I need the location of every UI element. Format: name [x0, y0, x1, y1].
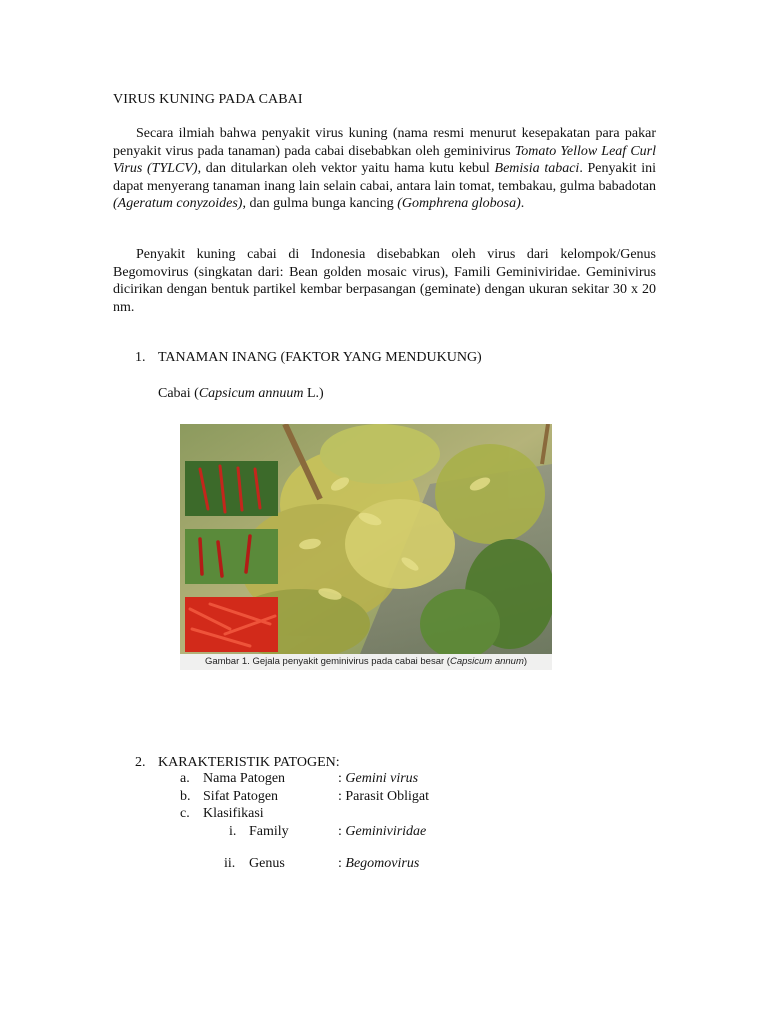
section-title: KARAKTERISTIK PATOGEN:: [158, 755, 340, 770]
separator: :: [338, 824, 346, 839]
item-value: [338, 771, 418, 787]
italic-run: (Ageratum conyzoides): [113, 196, 243, 212]
host-plant-line: [158, 386, 324, 402]
figure-caption: [180, 654, 552, 670]
text-run: , dan gulma bunga kancing: [242, 196, 398, 212]
italic-run: Bemisia tabaci: [494, 161, 580, 177]
text-run: Gambar 1. Gejala penyakit geminivirus pada cabai besar (: [204, 656, 450, 667]
section-title: TANAMAN INANG (FAKTOR YANG MENDUKUNG): [158, 350, 482, 365]
item-label: Sifat Patogen: [203, 789, 279, 804]
item-value: [338, 789, 429, 805]
text-run: .: [520, 196, 525, 212]
section-2-heading: [135, 755, 340, 771]
section-1-heading: [135, 350, 482, 366]
item-label: Klasifikasi: [203, 806, 264, 821]
list-marker: a.: [180, 771, 190, 786]
text-run: . Penyakit ini dapat menyerang tanaman inang lain selain cabai, antara lain tomat, tembakau, gulma babadotan: [113, 161, 656, 194]
value-text: Parasit Obligat: [345, 789, 429, 804]
text-run: Secara ilmiah bahwa penyakit virus kuning (nama resmi menurut kesepakatan para pakar penyakit virus pada tanaman) pada cabai disebabkan oleh geminivirus: [113, 126, 656, 159]
list-marker: i.: [229, 824, 237, 839]
value-text: Geminiviridae: [345, 824, 427, 839]
item-value: [338, 824, 426, 840]
section-number: 1.: [135, 350, 146, 365]
item-label: Nama Patogen: [203, 771, 286, 786]
photo-illustration: [180, 424, 552, 654]
chili-plant-photo: [180, 424, 552, 654]
section-number: 2.: [135, 755, 146, 770]
list-marker: b.: [180, 789, 191, 804]
italic-run: Capsicum annuum: [198, 386, 304, 401]
item-label: Genus: [249, 856, 285, 871]
item-label: Family: [249, 824, 289, 839]
separator: :: [338, 789, 346, 804]
paragraph-intro: [113, 125, 656, 213]
text-run: L.): [303, 386, 324, 401]
italic-run: (Gomphrena globosa): [397, 196, 521, 212]
italic-run: Tomato Yellow Leaf Curl Virus (TYLCV): [113, 143, 656, 177]
value-text: Begomovirus: [345, 856, 420, 871]
document-title: VIRUS KUNING PADA CABAI: [113, 92, 303, 107]
item-value: [338, 856, 419, 872]
paragraph-begomovirus: Penyakit kuning cabai di Indonesia disebabkan oleh virus dari kelompok/Genus Begomovirus (singkatan dari: Bean golden mosaic virus), Famili Geminiviridae. Geminivirus dicirikan dengan bentuk partikel kembar berpasangan (geminate) dengan ukuran sekitar 30 x 20 nm.: [113, 247, 656, 315]
italic-run: Capsicum annum: [449, 656, 524, 667]
list-marker: ii.: [224, 856, 236, 871]
text-run: Cabai (: [158, 386, 199, 401]
separator: :: [338, 771, 346, 786]
text-run: ): [523, 656, 528, 667]
text-run: , dan ditularkan oleh vektor yaitu hama kutu kebul: [197, 161, 495, 177]
list-marker: c.: [180, 806, 190, 821]
value-text: Gemini virus: [345, 771, 419, 786]
separator: :: [338, 856, 346, 871]
